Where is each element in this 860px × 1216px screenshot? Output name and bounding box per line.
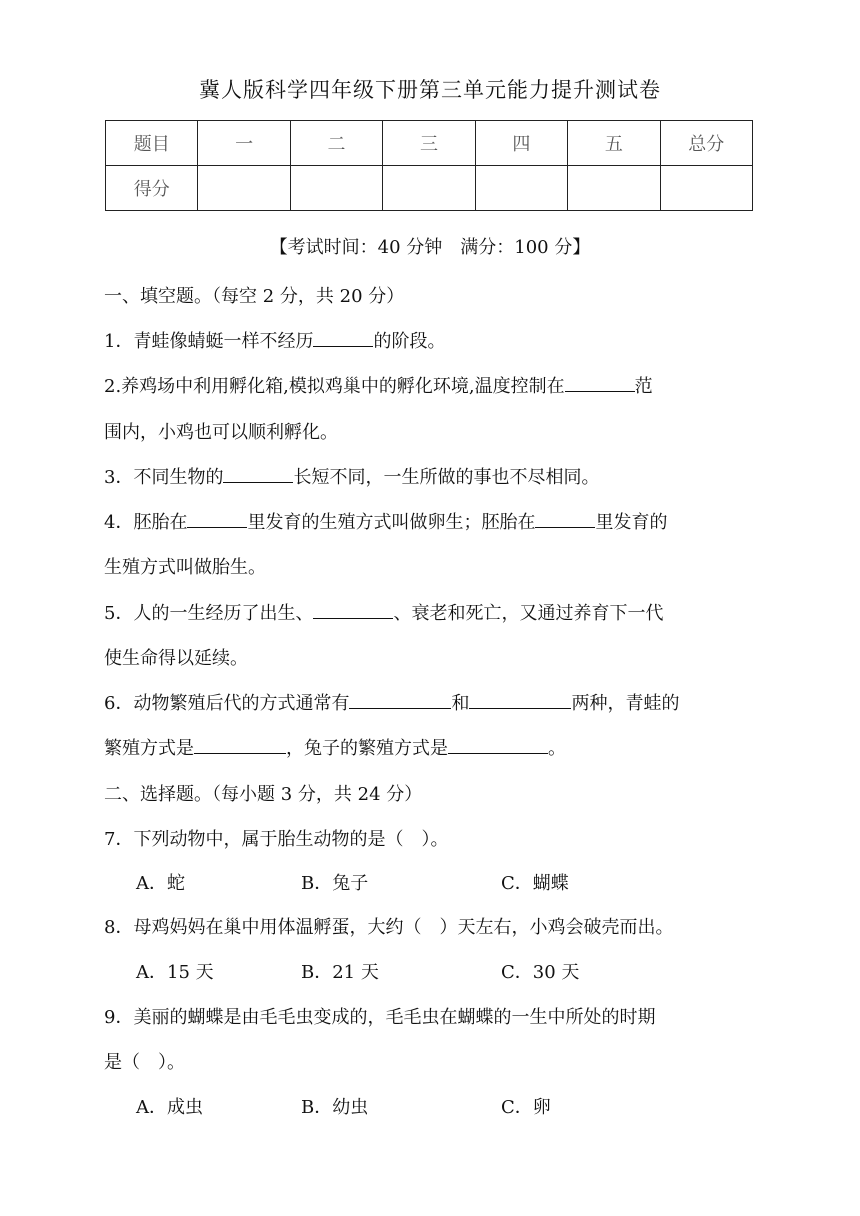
question-7-option-a[interactable]: A．蛇 — [136, 873, 185, 894]
answer-blank[interactable] — [349, 690, 451, 709]
score-header-cell: 题目 — [106, 121, 198, 166]
question-4-cont: 生殖方式叫做胎生。 — [104, 557, 266, 578]
answer-blank[interactable] — [535, 509, 595, 528]
question-9-option-b[interactable]: B．幼虫 — [301, 1097, 369, 1118]
question-8-option-a[interactable]: A．15 天 — [136, 962, 214, 983]
score-header-cell: 五 — [568, 121, 660, 166]
answer-blank[interactable] — [223, 464, 293, 483]
score-cell[interactable] — [383, 166, 475, 211]
question-1: 1．青蛙像蜻蜓一样不经历 的阶段。 — [104, 327, 764, 353]
question-9: 9．美丽的蝴蝶是由毛毛虫变成的，毛毛虫在蝴蝶的一生中所处的时期 — [104, 1007, 656, 1028]
question-5-cont: 使生命得以延续。 — [104, 648, 248, 669]
section2-heading: 二、选择题。（每小题 3 分，共 24 分） — [104, 784, 423, 805]
score-header-cell: 三 — [383, 121, 475, 166]
answer-blank[interactable] — [448, 735, 548, 754]
question-4: 4．胚胎在 里发育的生殖方式叫做卵生；胚胎在 里发育的 — [104, 508, 764, 534]
score-cell[interactable] — [568, 166, 660, 211]
answer-blank[interactable] — [313, 600, 393, 619]
question-9-option-c[interactable]: C．卵 — [501, 1097, 551, 1118]
score-header-cell: 一 — [198, 121, 290, 166]
question-9-option-a[interactable]: A．成虫 — [136, 1097, 203, 1118]
score-table — [105, 120, 753, 211]
question-6-cont: 繁殖方式是 ，兔子的繁殖方式是 。 — [104, 734, 764, 760]
score-cell[interactable] — [475, 166, 567, 211]
section1-heading: 一、填空题。（每空 2 分，共 20 分） — [104, 286, 405, 307]
score-row-label: 得分 — [106, 166, 198, 211]
question-2-cont: 围内，小鸡也可以顺利孵化。 — [104, 422, 338, 443]
score-cell[interactable] — [198, 166, 290, 211]
score-table-header-row — [106, 121, 753, 166]
answer-blank[interactable] — [194, 735, 286, 754]
question-8-option-c[interactable]: C．30 天 — [501, 962, 580, 983]
score-cell[interactable] — [660, 166, 752, 211]
answer-blank[interactable] — [469, 690, 571, 709]
question-2: 2.养鸡场中利用孵化箱,模拟鸡巢中的孵化环境,温度控制在 范 — [104, 372, 764, 398]
question-9-cont: 是（ ）。 — [104, 1052, 185, 1073]
question-7: 7．下列动物中，属于胎生动物的是（ ）。 — [104, 829, 449, 850]
score-table-score-row — [106, 166, 753, 211]
question-7-option-c[interactable]: C．蝴蝶 — [501, 873, 569, 894]
score-header-cell: 二 — [290, 121, 382, 166]
answer-blank[interactable] — [313, 328, 373, 347]
score-header-cell: 总分 — [660, 121, 752, 166]
question-5: 5．人的一生经历了出生、 、衰老和死亡，又通过养育下一代 — [104, 599, 764, 625]
question-3: 3．不同生物的 长短不同，一生所做的事也不尽相同。 — [104, 463, 764, 489]
score-header-cell: 四 — [475, 121, 567, 166]
page-title: 冀人版科学四年级下册第三单元能力提升测试卷 — [199, 78, 661, 102]
exam-info: 【考试时间：40 分钟 满分：100 分】 — [269, 237, 591, 258]
score-cell[interactable] — [290, 166, 382, 211]
answer-blank[interactable] — [565, 373, 635, 392]
question-6: 6．动物繁殖后代的方式通常有 和 两种，青蛙的 — [104, 689, 764, 715]
question-8-option-b[interactable]: B．21 天 — [301, 962, 379, 983]
question-7-option-b[interactable]: B．兔子 — [301, 873, 369, 894]
question-8: 8．母鸡妈妈在巢中用体温孵蛋，大约（ ）天左右，小鸡会破壳而出。 — [104, 917, 674, 938]
answer-blank[interactable] — [187, 509, 247, 528]
